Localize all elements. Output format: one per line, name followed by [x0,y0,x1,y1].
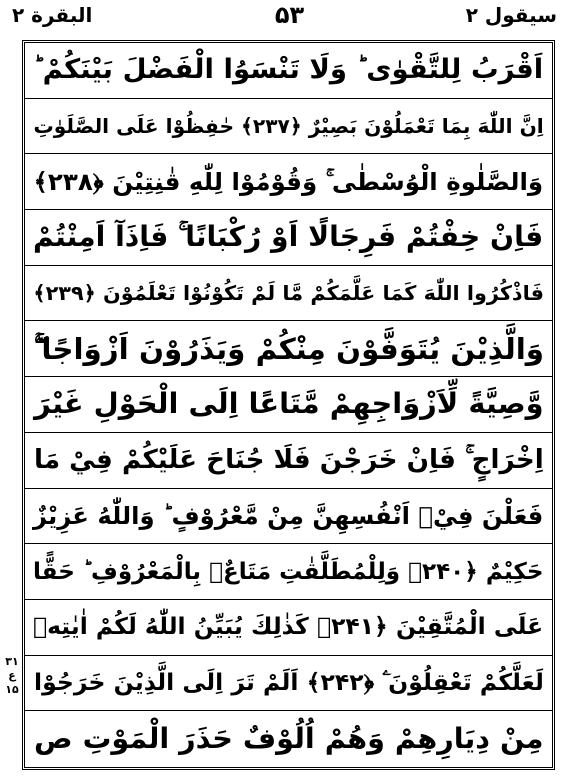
quran-line-text: فَعَلْنَ فِيْۤ اَنْفُسِهِنَّ مِنْ مَّعْرُوْفٍ ؕ وَاللّٰهُ عَزِيْزٌ [33,501,544,530]
text-frame [22,40,555,770]
page-header [0,0,579,30]
quran-line-text: وَالَّذِيْنَ يُتَوَفَّوْنَ مِنْكُمْ وَيَذَرُوْنَ اَزْوَاجًا ۖۚ [33,331,544,366]
quran-line-text: اِخْرَاجٍ ۚ فَاِنْ خَرَجْنَ فَلَا جُنَاحَ عَلَيْكُمْ فِيْ مَا [33,445,544,476]
quran-line-text: حَكِيْمٌ ﴿۲۴۰﴾ وَلِلْمُطَلَّقٰتِ مَتَاعٌۢ بِالْمَعْرُوْفِ ؕ حَقًّا [33,558,544,585]
quran-line [25,99,552,155]
quran-line [25,433,552,489]
quran-line [25,600,552,656]
quran-line-text: مِنْ دِيَارِهِمْ وَهُمْ اُلُوْفٌ حَذَرَ الْمَوْتِ ص [33,722,544,756]
quran-line [25,210,552,266]
quran-line-text: لَعَلَّكُمْ تَعْقِلُوْنَ ۧ ﴿۲۴۲﴾ اَلَمْ تَرَ اِلَى الَّذِيْنَ خَرَجُوْا [33,669,544,696]
quran-line [25,544,552,600]
quran-line [25,711,552,767]
quran-line [25,656,552,712]
quran-line [25,321,552,377]
quran-line [25,489,552,545]
quran-line-text: اِنَّ اللّٰهَ بِمَا تَعْمَلُوْنَ بَصِيْرٌ ﴿۲۳۷﴾ حٰفِظُوْا عَلَى الصَّلَوٰتِ [33,114,544,139]
quran-line-text: وَّصِيَّةً لِّاَزْوَاجِهِمْ مَّتَاعًا اِلَى الْحَوْلِ غَيْرَ [33,387,544,421]
quran-line [25,154,552,210]
page-number: ۵۳ [274,1,305,29]
quran-line-text: فَاذْكُرُوا اللّٰهَ كَمَا عَلَّمَكُمْ مَّا لَمْ تَكُوْنُوْا تَعْلَمُوْنَ ﴿۲۳۹﴾ [33,281,544,306]
quran-line-text: اَقْرَبُ لِلتَّقْوٰى ؕ وَلَا تَنْسَوُا الْفَضْلَ بَيْنَكُمْ ؕ [33,54,544,86]
ruku-marker-line: ۱۵ [5,683,19,696]
quran-line [25,43,552,99]
quran-line [25,377,552,433]
surah-name: البقرة ٢ [12,3,93,27]
ruku-marker-line: ع [8,669,16,682]
ruku-marker [3,655,21,697]
quran-line-text: وَالصَّلٰوةِ الْوُسْطٰى ۚ وَقُوْمُوْا لِلّٰهِ قٰنِتِيْنَ ﴿۲۳۸﴾ [33,167,544,196]
quran-line-text: عَلَى الْمُتَّقِيْنَ ﴿۲۴۱﴾ كَذٰلِكَ يُبَيِّنُ اللّٰهُ لَكُمْ اٰيٰتِهٖ [33,614,544,641]
quran-line [25,266,552,322]
quran-line-text: فَاِنْ خِفْتُمْ فَرِجَالًا اَوْ رُكْبَانًا ۚ فَاِذَآ اَمِنْتُمْ [33,220,544,254]
para-name: سيقول ٢ [465,3,557,27]
ruku-marker-line: ۳١ [5,655,19,668]
